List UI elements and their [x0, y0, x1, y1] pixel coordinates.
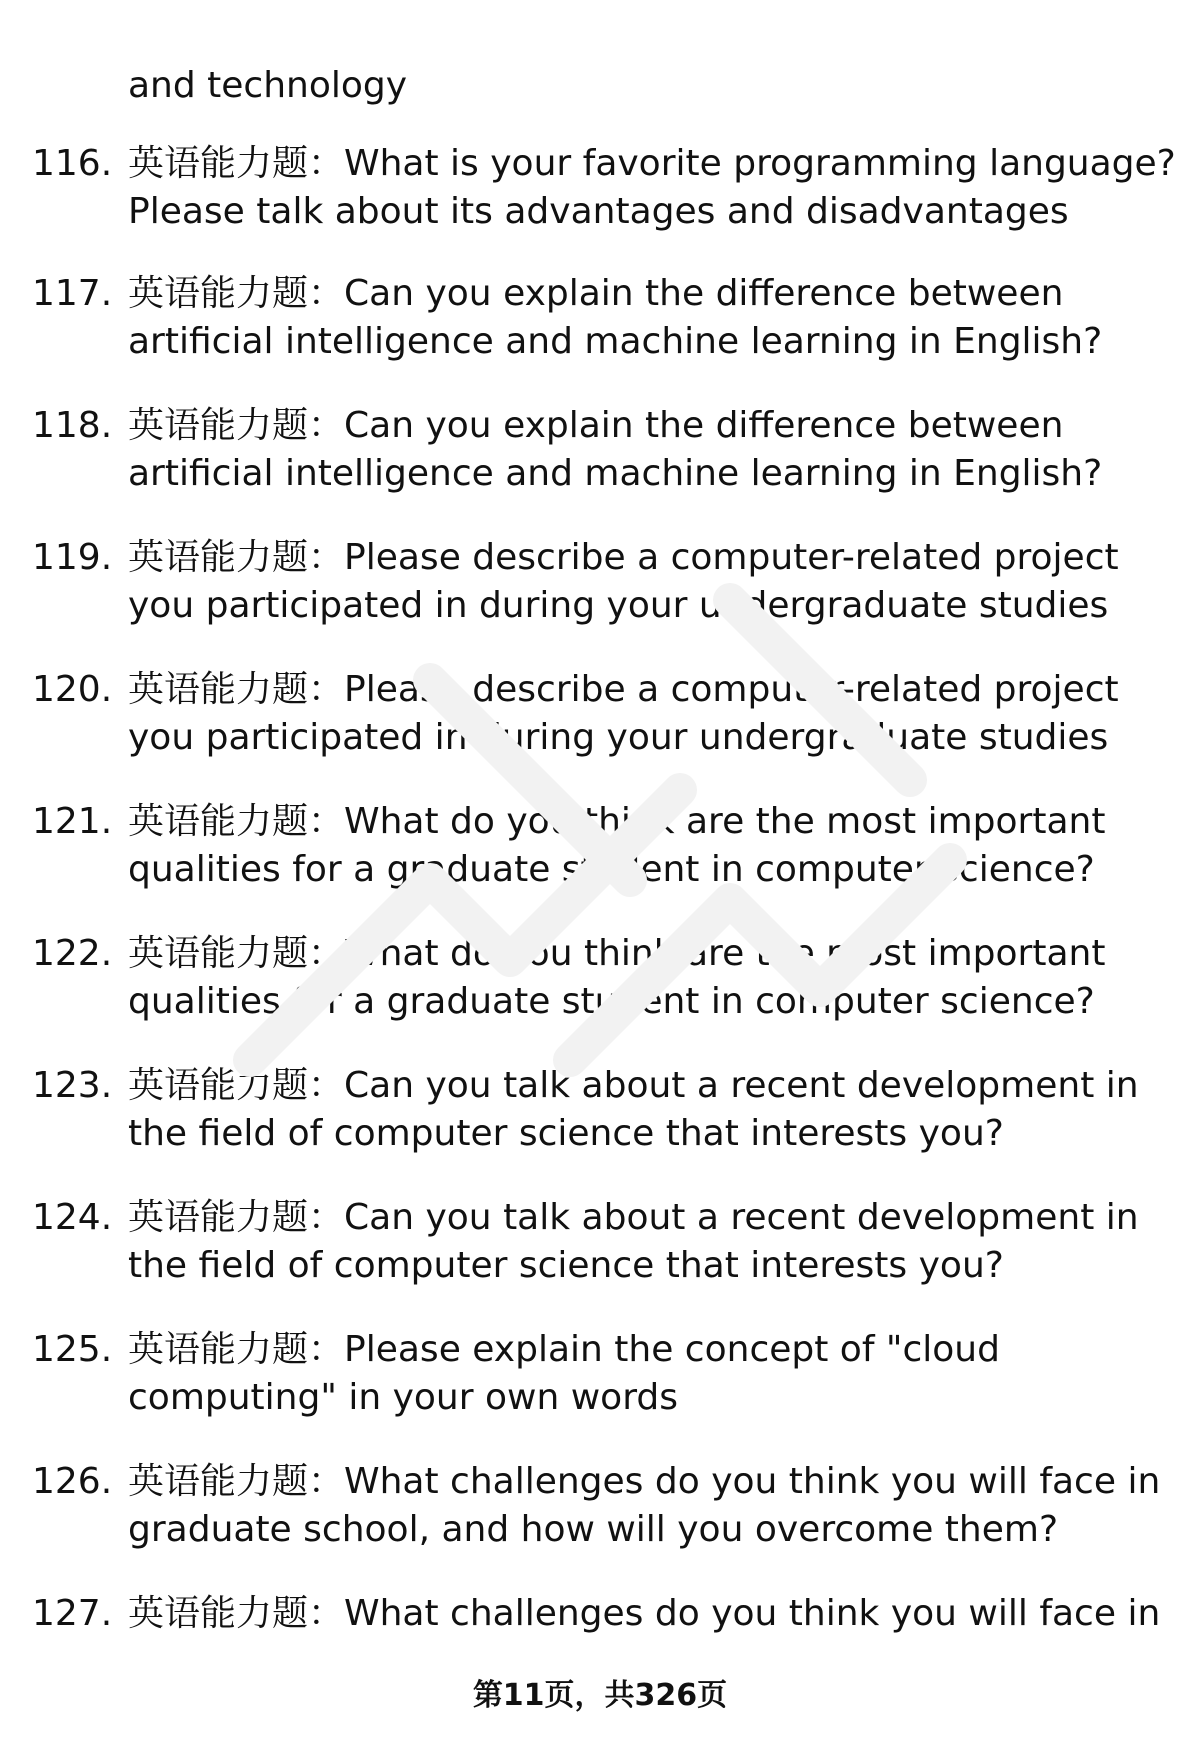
question-tag: 英语能力题： [128, 1329, 345, 1370]
question-text [128, 1326, 1168, 1422]
question-text [128, 140, 1176, 236]
question-item-125 [0, 1326, 1200, 1426]
question-line-2: the field of computer science that interests you? [128, 1245, 1004, 1286]
question-line-2: qualities for a graduate student in computer science? [128, 849, 1095, 890]
question-line-2: qualities for a graduate student in computer science? [128, 981, 1095, 1022]
question-line-1 [128, 1194, 1168, 1242]
question-line-2: Please talk about its advantages and disadvantages [128, 191, 1069, 232]
question-text [128, 798, 1168, 894]
continued-line: and technology [128, 65, 408, 106]
question-line-2: you participated in during your undergraduate studies [128, 717, 1109, 758]
question-text-part: Please explain the concept of "cloud [344, 1329, 1000, 1370]
question-number: 116. [32, 143, 113, 184]
question-line-1 [128, 798, 1168, 846]
question-tag: 英语能力题： [128, 669, 345, 710]
question-line-1 [128, 534, 1168, 582]
question-text [128, 930, 1168, 1026]
question-number: 126. [32, 1461, 113, 1502]
question-tag: 英语能力题： [128, 273, 345, 314]
question-line-2: artificial intelligence and machine learning in English? [128, 453, 1103, 494]
question-text-part: Please describe a computer-related project [344, 537, 1119, 578]
question-line-2: the field of computer science that interests you? [128, 1113, 1004, 1154]
question-tag: 英语能力题： [128, 1197, 345, 1238]
question-tag: 英语能力题： [128, 1065, 345, 1106]
question-text [128, 666, 1168, 762]
question-tag: 英语能力题： [128, 1461, 345, 1502]
question-item-119 [0, 534, 1200, 634]
question-item-118 [0, 402, 1200, 502]
question-number: 121. [32, 801, 113, 842]
question-line-1 [128, 270, 1168, 318]
question-text-part: Can you talk about a recent development in [344, 1197, 1139, 1238]
question-number: 122. [32, 933, 113, 974]
question-text-part: Please describe a computer-related project [344, 669, 1119, 710]
question-line-1 [128, 930, 1168, 978]
question-tag: 英语能力题： [128, 801, 345, 842]
question-number: 119. [32, 537, 113, 578]
question-tag: 英语能力题： [128, 143, 345, 184]
page-footer: 第11页，共326页 [472, 1678, 728, 1713]
question-number: 123. [32, 1065, 113, 1106]
question-item-127 [0, 1590, 1200, 1644]
question-tag: 英语能力题： [128, 933, 345, 974]
question-item-120 [0, 666, 1200, 766]
question-number: 120. [32, 669, 113, 710]
question-number: 118. [32, 405, 113, 446]
question-text-part: Can you explain the difference between [344, 405, 1064, 446]
question-line-1 [128, 140, 1176, 188]
question-text [128, 1458, 1168, 1554]
question-item-122 [0, 930, 1200, 1030]
question-item-121 [0, 798, 1200, 898]
question-line-2: graduate school, and how will you overcome them? [128, 1509, 1059, 1550]
question-line-2: computing" in your own words [128, 1377, 678, 1418]
question-line-2: artificial intelligence and machine learning in English? [128, 321, 1103, 362]
question-tag: 英语能力题： [128, 537, 345, 578]
question-item-126 [0, 1458, 1200, 1558]
question-line-1 [128, 1458, 1168, 1506]
question-text [128, 534, 1168, 630]
question-text-part: What do you think are the most important [344, 801, 1106, 842]
question-text-part: Can you talk about a recent development in [344, 1065, 1139, 1106]
question-number: 117. [32, 273, 113, 314]
question-text [128, 1194, 1168, 1290]
question-text-part: What is your favorite programming language? [344, 143, 1176, 184]
question-tag: 英语能力题： [128, 405, 345, 446]
question-item-123 [0, 1062, 1200, 1162]
question-item-116 [0, 140, 1200, 240]
question-text-part: Can you explain the difference between [344, 273, 1064, 314]
question-line-1 [128, 1062, 1168, 1110]
question-text [128, 270, 1168, 366]
question-line-1 [128, 666, 1168, 714]
question-text-part: What do you think are the most important [344, 933, 1106, 974]
question-text [128, 402, 1168, 498]
question-number: 125. [32, 1329, 113, 1370]
question-item-117 [0, 270, 1200, 370]
question-text [128, 1590, 1168, 1638]
question-text-part: What challenges do you think you will face in [344, 1461, 1161, 1502]
question-text-part: What challenges do you think you will face in [344, 1593, 1161, 1634]
question-line-1 [128, 1326, 1168, 1374]
question-line-1 [128, 1590, 1168, 1638]
question-line-1 [128, 402, 1168, 450]
question-item-124 [0, 1194, 1200, 1294]
question-text [128, 1062, 1168, 1158]
question-line-2: you participated in during your undergraduate studies [128, 585, 1109, 626]
question-number: 127. [32, 1593, 113, 1634]
question-tag: 英语能力题： [128, 1593, 345, 1634]
question-number: 124. [32, 1197, 113, 1238]
